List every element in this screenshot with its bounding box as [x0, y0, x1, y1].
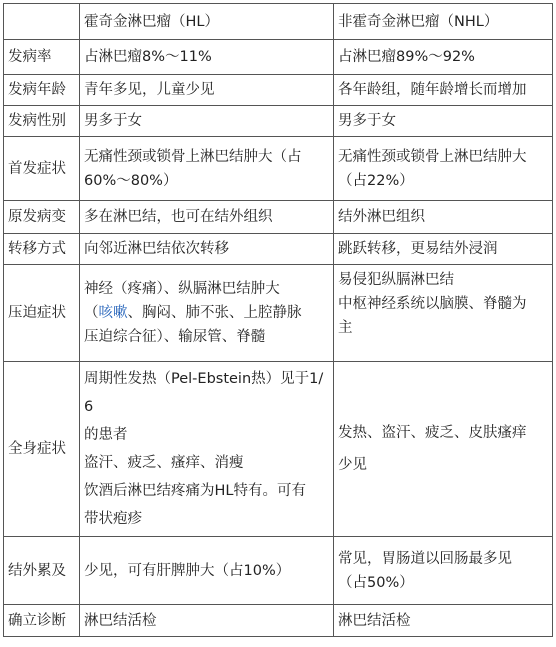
cell-hl: 向邻近淋巴结依次转移 [80, 234, 334, 265]
row-label: 全身症状 [4, 362, 80, 537]
table-row-primary-lesion [4, 201, 553, 234]
cell-nhl: 各年龄组，随年龄增长而增加 [334, 75, 553, 106]
header-hl: 霍奇金淋巴瘤（HL） [80, 4, 334, 40]
row-label: 首发症状 [4, 137, 80, 201]
cell-hl: 周期性发热（Pel-Ebstein热）见于1/6 的患者 盗汗、疲乏、瘙痒、消瘦 饮酒后淋巴结疼痛为HL特有。可有 带状疱疹 [80, 362, 334, 537]
row-label: 转移方式 [4, 234, 80, 265]
cell-nhl: 跳跃转移，更易结外浸润 [334, 234, 553, 265]
row-label: 发病率 [4, 40, 80, 75]
cell-nhl: 易侵犯纵膈淋巴结 中枢神经系统以脑膜、脊髓为 主 [334, 265, 553, 362]
header-row [4, 4, 553, 40]
row-label: 结外累及 [4, 537, 80, 605]
row-label: 确立诊断 [4, 605, 80, 637]
cell-hl: 少见，可有肝脾肿大（占10%） [80, 537, 334, 605]
row-label: 压迫症状 [4, 265, 80, 362]
table-row-metastasis [4, 234, 553, 265]
cell-nhl: 淋巴结活检 [334, 605, 553, 637]
table-row-incidence [4, 40, 553, 75]
cell-hl: 无痛性颈或锁骨上淋巴结肿大（占 60%～80%） [80, 137, 334, 201]
cell-hl: 占淋巴瘤8%～11% [80, 40, 334, 75]
table-row-compression [4, 265, 553, 362]
table-row-age [4, 75, 553, 106]
cell-hl: 神经（疼痛）、纵膈淋巴结肿大 （咳嗽、胸闷、肺不张、上腔静脉 压迫综合征）、输尿管、脊髓 [80, 265, 334, 362]
table-row-diagnosis [4, 605, 553, 637]
table-row-gender [4, 106, 553, 137]
cell-nhl: 发热、盗汗、疲乏、皮肤瘙痒 少见 [334, 362, 553, 537]
header-cell-empty [4, 4, 80, 40]
cell-nhl: 男多于女 [334, 106, 553, 137]
cell-nhl: 无痛性颈或锁骨上淋巴结肿大 （占22%） [334, 137, 553, 201]
cell-nhl: 常见，胃肠道以回肠最多见 （占50%） [334, 537, 553, 605]
header-nhl: 非霍奇金淋巴瘤（NHL） [334, 4, 553, 40]
row-label: 发病年龄 [4, 75, 80, 106]
cell-hl: 多在淋巴结，也可在结外组织 [80, 201, 334, 234]
cell-hl: 男多于女 [80, 106, 334, 137]
cell-nhl: 占淋巴瘤89%～92% [334, 40, 553, 75]
table-row-first-symptom [4, 137, 553, 201]
cell-nhl: 结外淋巴组织 [334, 201, 553, 234]
table-row-systemic [4, 362, 553, 537]
comparison-table [3, 3, 553, 637]
cell-hl: 青年多见，儿童少见 [80, 75, 334, 106]
row-label: 发病性别 [4, 106, 80, 137]
cough-link[interactable]: 咳嗽 [98, 305, 128, 321]
row-label: 原发病变 [4, 201, 80, 234]
table-row-extranodal [4, 537, 553, 605]
cell-hl: 淋巴结活检 [80, 605, 334, 637]
